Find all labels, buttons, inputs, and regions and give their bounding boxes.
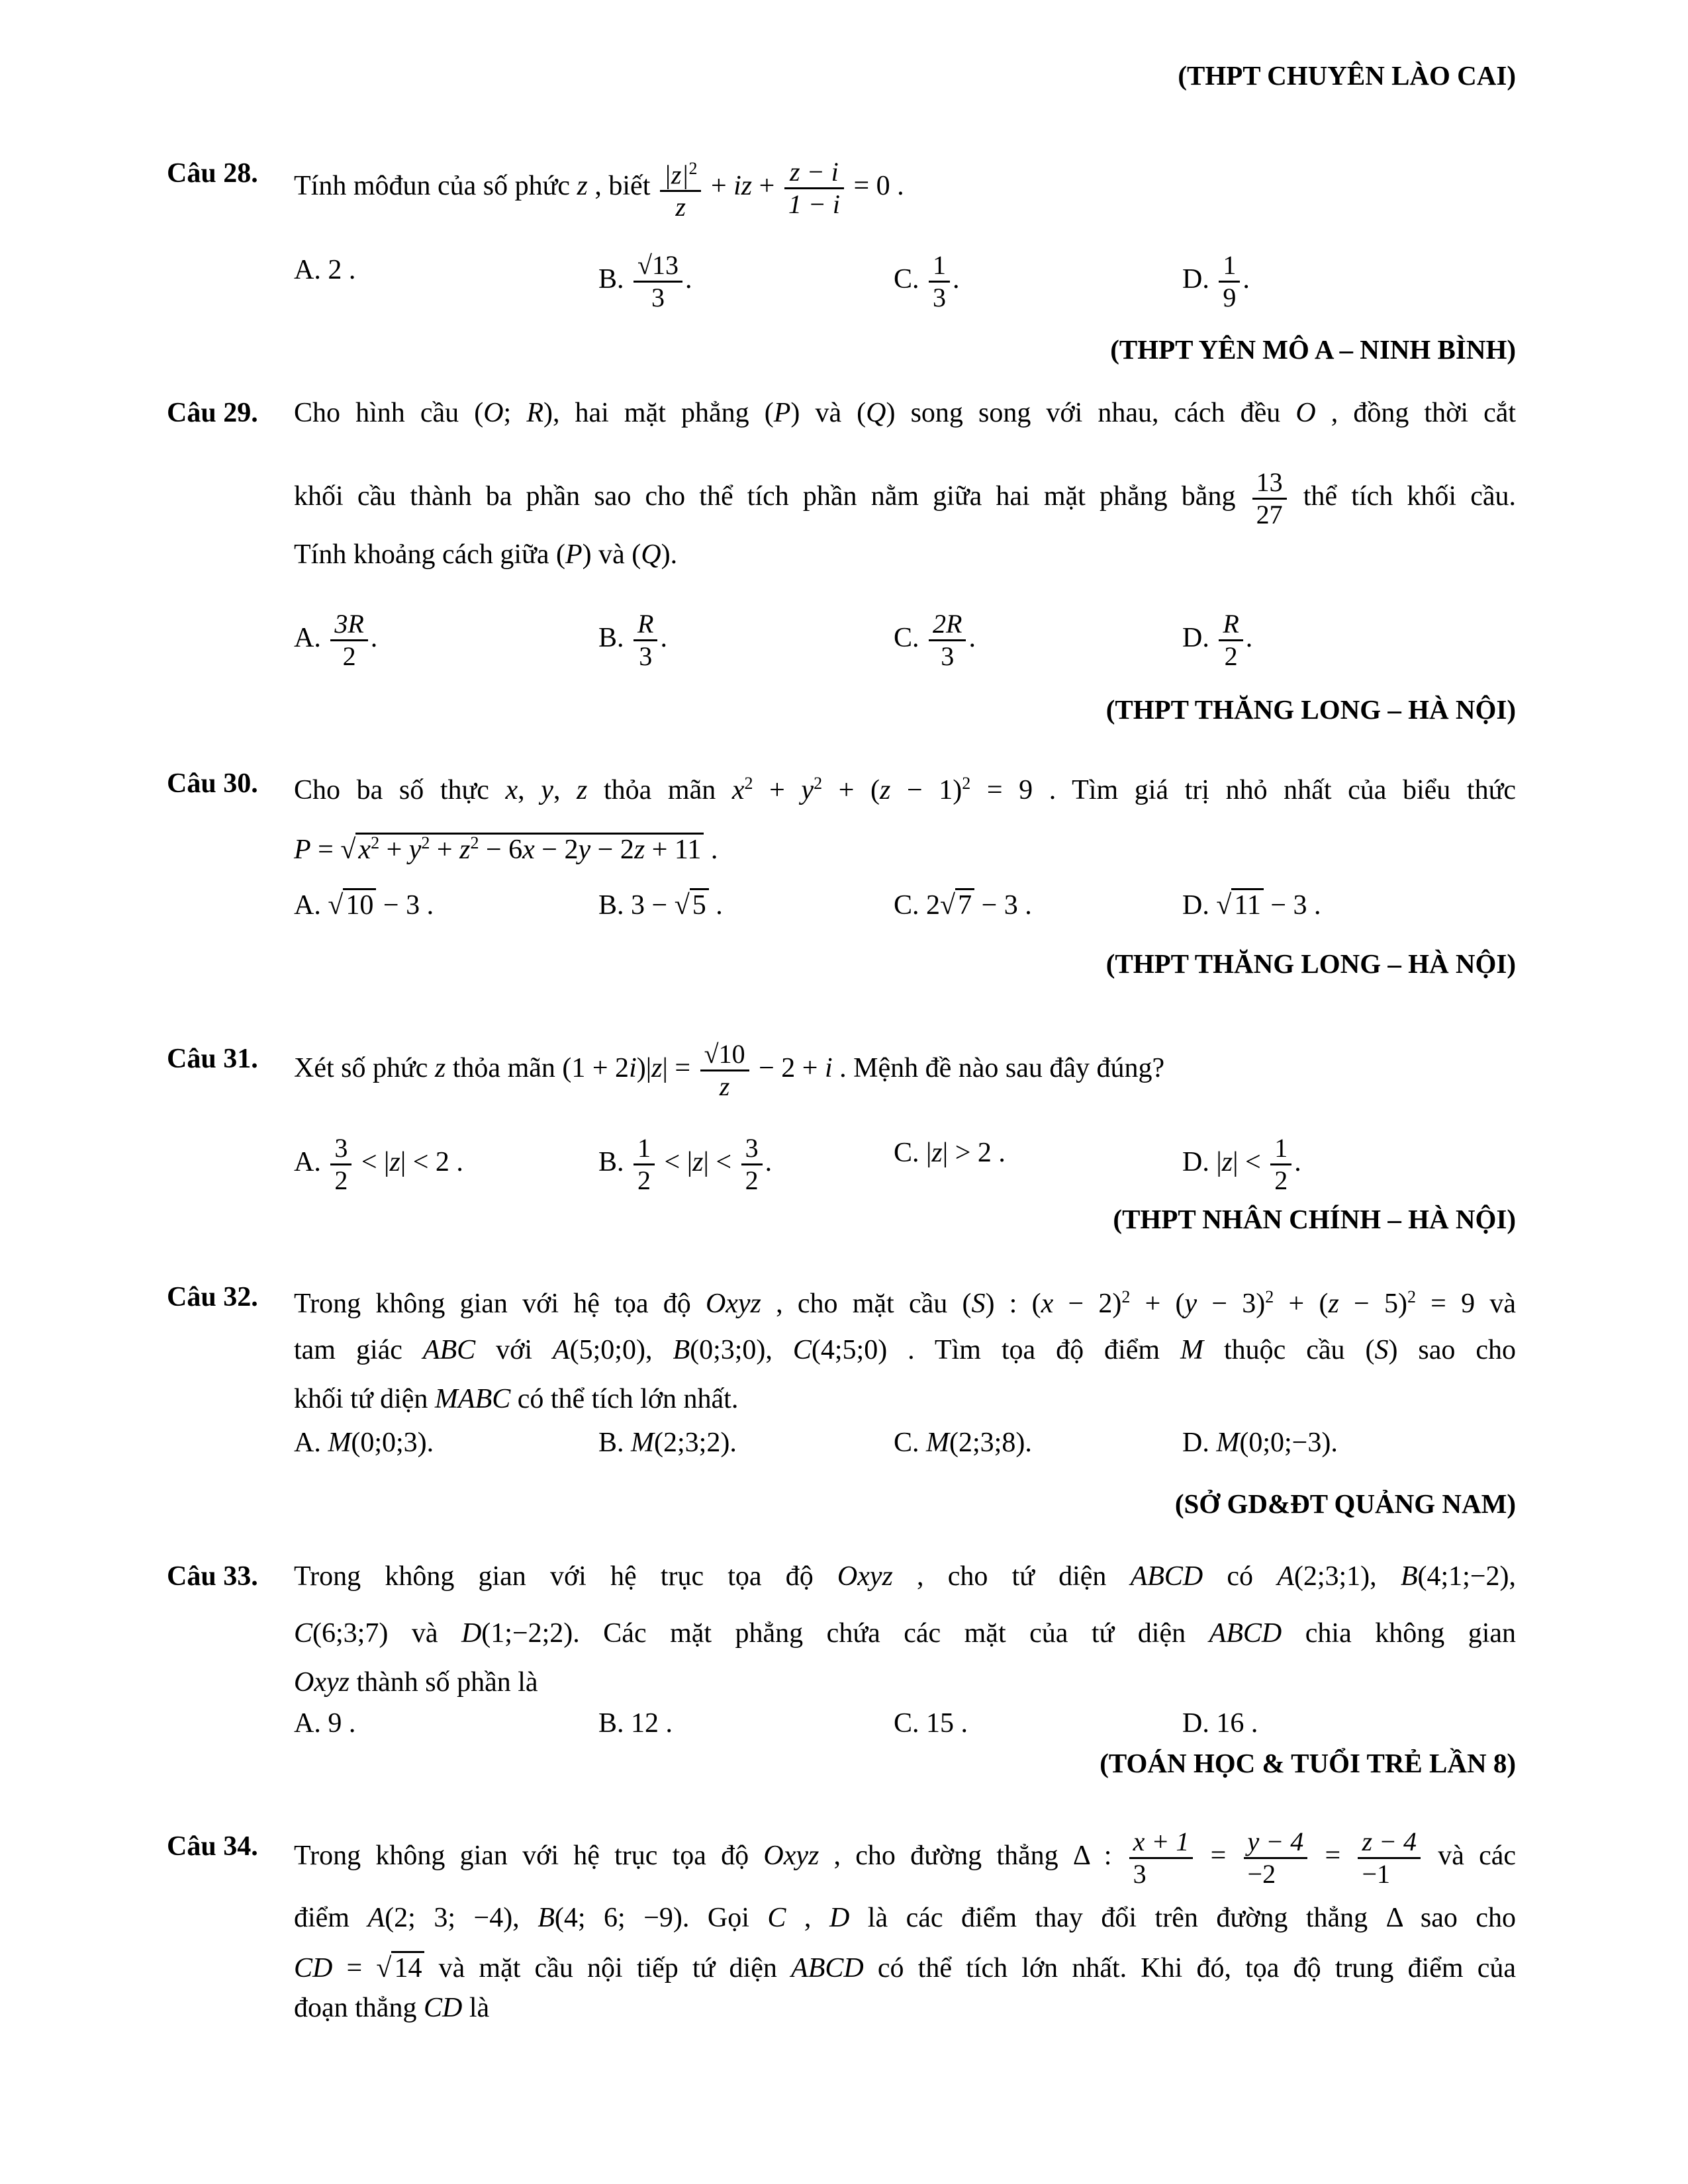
question-label: Câu 33.: [167, 1561, 258, 1592]
question-label: Câu 34.: [167, 1831, 258, 1862]
source-label: (THPT CHUYÊN LÀO CAI): [1178, 60, 1516, 91]
question-text: Tính khoảng cách giữa (P) và (Q).: [294, 539, 678, 570]
option-c[interactable]: C. $\frac{1}{3}$ .: [894, 250, 960, 312]
source-label: (THPT THĂNG LONG – HÀ NỘI): [1105, 694, 1516, 725]
question-text: CD = √14 và mặt cầu nội tiếp tứ diện ABCD có thể tích lớn nhất. Khi đó, tọa độ trung điểm của: [294, 1948, 1516, 1988]
option-b[interactable]: B. 3 − √5 .: [598, 886, 723, 925]
question-text: Cho ba số thực x, y, z thỏa mãn $x^2 + y^2 + (z - 1)^2 = 9$ . Tìm giá trị nhỏ nhất của biểu thức: [294, 774, 1516, 805]
option-a[interactable]: A. $\frac{3R}{2}$ .: [294, 609, 378, 671]
question-text: Oxyz thành số phần là: [294, 1667, 538, 1698]
option-d[interactable]: D. √11 − 3 .: [1182, 886, 1321, 925]
question-text: C(6;3;7) và D(1;−2;2). Các mặt phẳng chứa các mặt của tứ diện ABCD chia không gian: [294, 1618, 1517, 1649]
source-label: (THPT THĂNG LONG – HÀ NỘI): [1105, 948, 1516, 979]
option-a[interactable]: A. 2 .: [294, 255, 356, 285]
option-d[interactable]: D. |z| < $\frac{1}{2}$ .: [1182, 1133, 1301, 1195]
option-d[interactable]: D. M(0;0;−3).: [1182, 1428, 1338, 1458]
question-text: Tính môđun của số phức z , biết $\frac{|z|^2}{z}$ + iz + $\frac{z - i}{1 - i}$ = 0 .: [294, 154, 1516, 222]
question-label: Câu 30.: [167, 768, 258, 799]
question-text: Xét số phức z thỏa mãn (1 + 2i)|z| = $\frac{√10}{z}$ − 2 + i . Mệnh đề nào sau đây đúng?: [294, 1039, 1165, 1101]
option-a[interactable]: A. √10 − 3 .: [294, 886, 434, 925]
source-label: (THPT NHÂN CHÍNH – HÀ NỘI): [1113, 1204, 1516, 1234]
question-label: Câu 31.: [167, 1044, 258, 1074]
option-a[interactable]: A. $\frac{3}{2}$ < |z| < 2 .: [294, 1133, 463, 1195]
question-text: Trong không gian với hệ trục tọa độ Oxyz , cho tứ diện ABCD có A(2;3;1), B(4;1;−2),: [294, 1561, 1516, 1592]
option-b[interactable]: B. $\frac{1}{2}$ < |z| < $\frac{3}{2}$ .: [598, 1133, 773, 1195]
question-label: Câu 29.: [167, 398, 258, 428]
question-text: tam giác ABC với A(5;0;0), B(0;3;0), C(4;5;0) . Tìm tọa độ điểm M thuộc cầu (S) sao cho: [294, 1335, 1517, 1365]
question-text: Trong không gian với hệ trục tọa độ Oxyz , cho đường thẳng Δ : $\frac{x + 1}{3}$ = $\frac{y - 4}{-2}$ = $\frac{z - 4}{-1}$ và các: [294, 1827, 1517, 1889]
option-a[interactable]: A. M(0;0;3).: [294, 1428, 434, 1458]
option-b[interactable]: B. M(2;3;2).: [598, 1428, 737, 1458]
option-d[interactable]: D. $\frac{1}{9}$ .: [1182, 250, 1250, 312]
source-label: (THPT YÊN MÔ A – NINH BÌNH): [1110, 334, 1516, 365]
question-text: Cho hình cầu (O; R), hai mặt phẳng (P) và (Q) song song với nhau, cách đều O , đồng thời cắt: [294, 398, 1517, 428]
option-c[interactable]: C. 15 .: [894, 1708, 968, 1739]
option-d[interactable]: D. $\frac{R}{2}$ .: [1182, 609, 1253, 671]
source-label: (SỞ GD&ĐT QUẢNG NAM): [1174, 1488, 1516, 1519]
option-c[interactable]: C. $\frac{2R}{3}$ .: [894, 609, 976, 671]
option-c[interactable]: C. |z| > 2 .: [894, 1138, 1006, 1168]
question-text: khối cầu thành ba phần sao cho thể tích phần nằm giữa hai mặt phẳng bằng $\frac{13}{27}$ thể tích khối cầu.: [294, 467, 1516, 529]
option-a[interactable]: A. 9 .: [294, 1708, 356, 1739]
question-text: điểm A(2; 3; −4), B(4; 6; −9). Gọi C , D là các điểm thay đổi trên đường thẳng Δ sao cho: [294, 1903, 1516, 1933]
option-b[interactable]: B. $\frac{√13}{3}$ .: [598, 250, 692, 312]
question-label: Câu 28.: [167, 158, 258, 189]
option-b[interactable]: B. 12 .: [598, 1708, 673, 1739]
option-c[interactable]: C. 2√7 − 3 .: [894, 886, 1032, 925]
question-text: $P = √x^2 + y^2 + z^2 - 6x - 2y - 2z + 11$ .: [294, 833, 718, 865]
question-text: đoạn thẳng CD là: [294, 1993, 490, 2023]
option-b[interactable]: B. $\frac{R}{3}$ .: [598, 609, 667, 671]
source-label: (TOÁN HỌC & TUỔI TRẺ LẦN 8): [1100, 1748, 1516, 1778]
question-text: Trong không gian với hệ tọa độ Oxyz , cho mặt cầu (S) : $(x - 2)^2 + (y - 3)^2 + (z - 5)^2 = 9$ và: [294, 1287, 1516, 1319]
option-d[interactable]: D. 16 .: [1182, 1708, 1258, 1739]
option-c[interactable]: C. M(2;3;8).: [894, 1428, 1032, 1458]
question-label: Câu 32.: [167, 1282, 258, 1312]
question-text: khối tứ diện MABC có thể tích lớn nhất.: [294, 1384, 739, 1414]
